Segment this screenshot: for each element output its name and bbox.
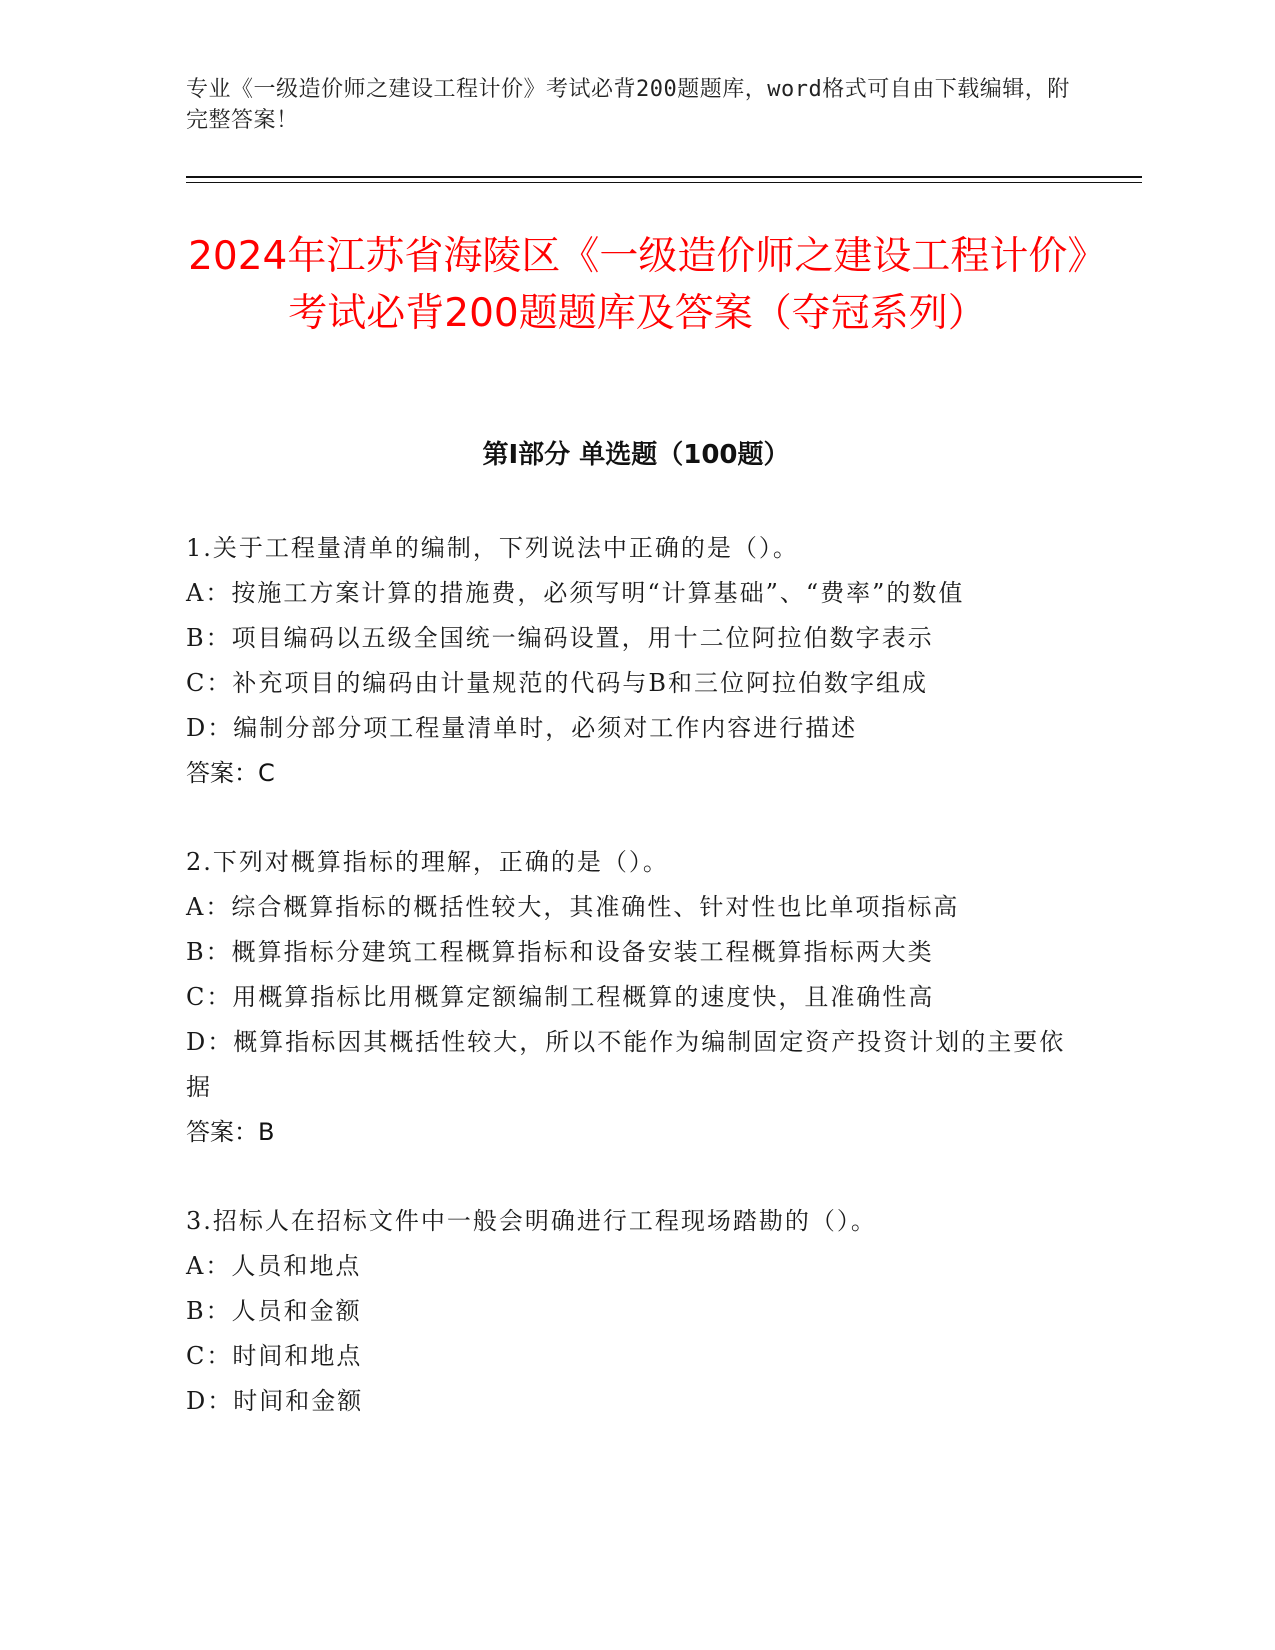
question-3	[186, 1199, 1066, 1424]
question-stem: 2.下列对概算指标的理解，正确的是（）。	[186, 848, 669, 876]
section-heading: 第Ⅰ部分 单选题（100题）	[482, 440, 790, 470]
answer-line: 答案：C	[186, 759, 275, 787]
question-stem: 3.招标人在招标文件中一般会明确进行工程现场踏勘的（）。	[186, 1207, 877, 1235]
question-list	[186, 526, 1066, 1468]
option-b: B：人员和金额	[186, 1297, 362, 1325]
question-1	[186, 526, 1066, 796]
option-c: C：补充项目的编码由计量规范的代码与B和三位阿拉伯数字组成	[186, 669, 928, 697]
option-d: D：编制分部分项工程量清单时，必须对工作内容进行描述	[186, 714, 858, 742]
option-a: A：综合概算指标的概括性较大，其准确性、针对性也比单项指标高	[186, 893, 960, 921]
answer-line: 答案：B	[186, 1118, 275, 1146]
document-title: 2024年江苏省海陵区《一级造价师之建设工程计价》考试必背200题题库及答案（夺冠系列）	[188, 234, 1087, 336]
option-a: A：人员和地点	[186, 1252, 362, 1280]
option-a: A：按施工方案计算的措施费，必须写明“计算基础”、“费率”的数值	[186, 579, 965, 607]
question-stem: 1.关于工程量清单的编制，下列说法中正确的是（）。	[186, 534, 799, 562]
option-d: D：概算指标因其概括性较大，所以不能作为编制固定资产投资计划的主要依据	[186, 1028, 1066, 1101]
option-b: B：概算指标分建筑工程概算指标和设备安装工程概算指标两大类	[186, 938, 934, 966]
question-2	[186, 840, 1066, 1155]
header-divider-thin	[186, 182, 1142, 183]
option-b: B：项目编码以五级全国统一编码设置，用十二位阿拉伯数字表示	[186, 624, 934, 652]
option-c: C：用概算指标比用概算定额编制工程概算的速度快，且准确性高	[186, 983, 935, 1011]
header-note: 专业《一级造价师之建设工程计价》考试必背200题题库，word格式可自由下载编辑，附完整答案！	[186, 77, 1070, 133]
header-divider-thick	[186, 176, 1142, 178]
option-c: C：时间和地点	[186, 1342, 363, 1370]
option-d: D：时间和金额	[186, 1387, 364, 1415]
